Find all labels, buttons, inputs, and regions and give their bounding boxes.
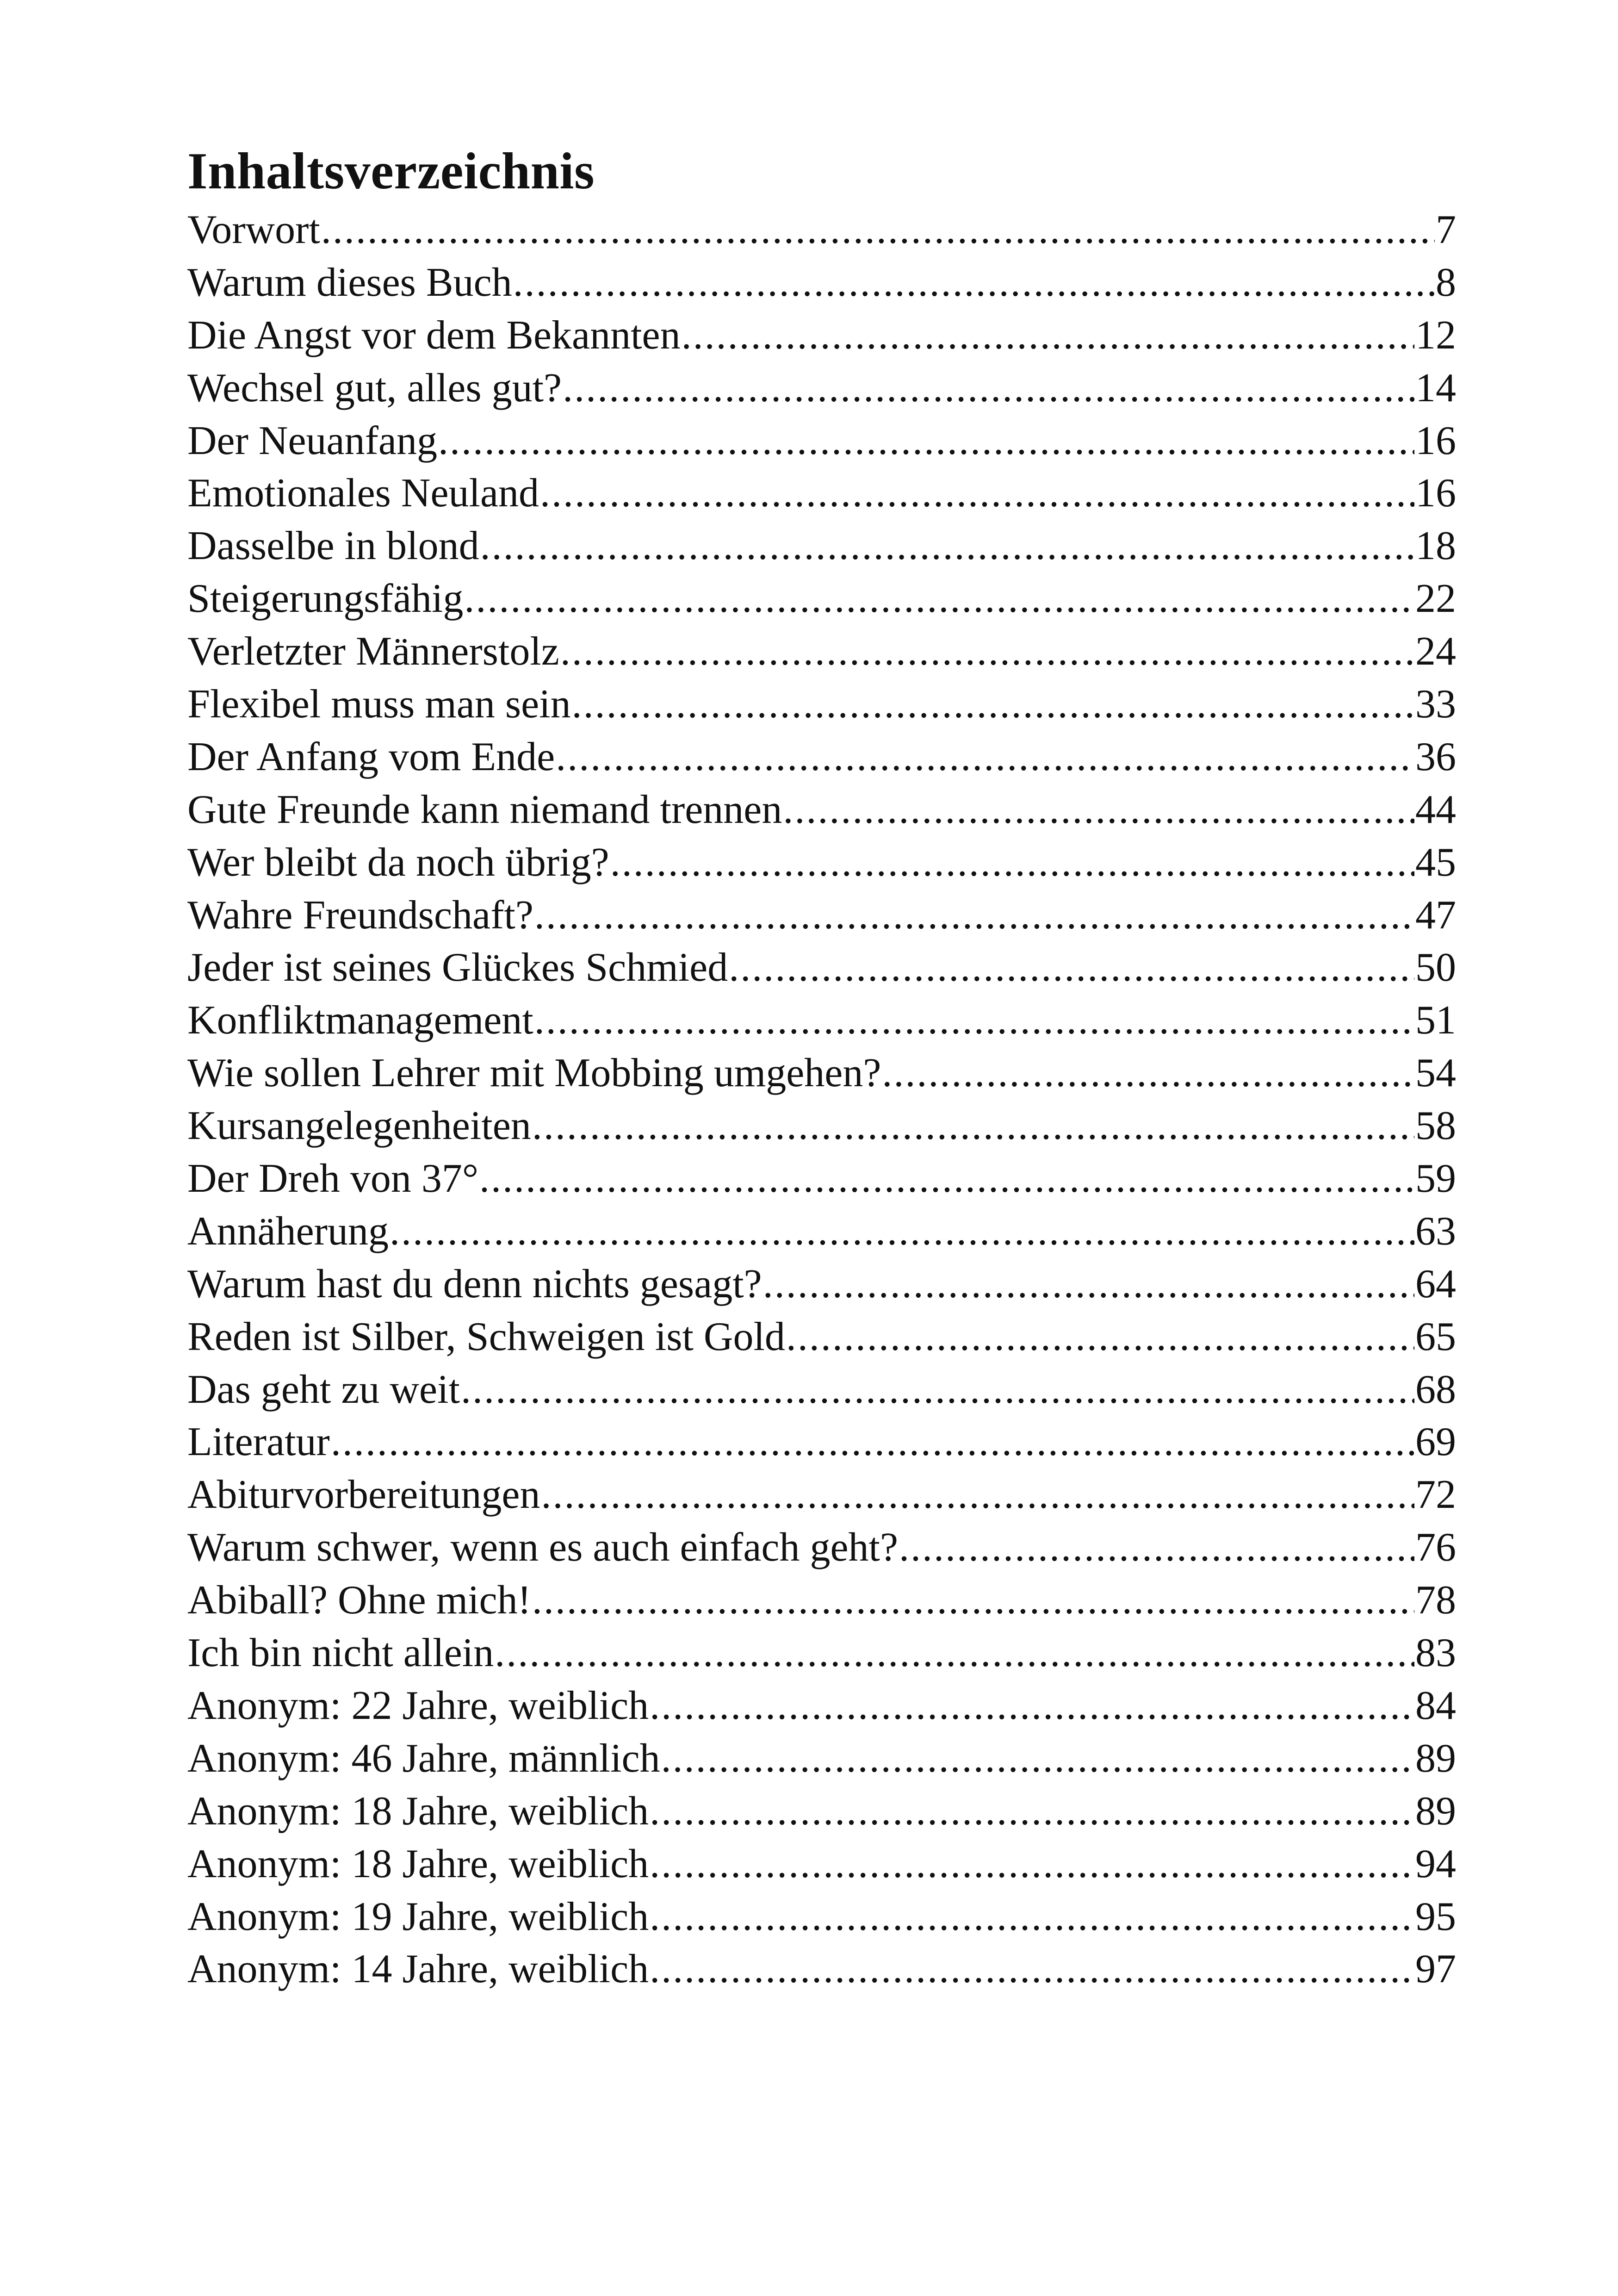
toc-entry[interactable] [187, 204, 1456, 256]
toc-entry[interactable] [187, 1311, 1456, 1363]
toc-entry[interactable] [187, 889, 1456, 942]
toc-entry[interactable] [187, 1680, 1456, 1732]
toc-entry-page-number: 94 [1415, 1841, 1456, 1886]
toc-dot-leader [650, 1680, 1414, 1732]
toc-dot-leader [331, 1416, 1414, 1468]
toc-entry[interactable] [187, 1521, 1456, 1574]
toc-entry-title: Anonym: 19 Jahre, weiblich [187, 1894, 649, 1939]
toc-entry-title: Abiball? Ohne mich! [187, 1578, 531, 1623]
toc-dot-leader [560, 625, 1414, 678]
toc-entry-title: Anonym: 22 Jahre, weiblich [187, 1683, 649, 1728]
toc-entry[interactable] [187, 1258, 1456, 1311]
toc-entry-page-number: 45 [1415, 840, 1456, 885]
toc-entry-page-number: 54 [1415, 1051, 1456, 1096]
toc-entry-title: Ich bin nicht allein [187, 1630, 494, 1676]
toc-dot-leader [513, 256, 1435, 309]
toc-entry-page-number: 12 [1415, 312, 1456, 358]
toc-entry-title: Gute Freunde kann niemand trennen [187, 787, 782, 832]
toc-entry-page-number: 7 [1436, 207, 1456, 252]
toc-entry[interactable] [187, 784, 1456, 836]
toc-entry-page-number: 89 [1415, 1736, 1456, 1781]
toc-entry-title: Dasselbe in blond [187, 523, 479, 569]
toc-entry[interactable] [187, 836, 1456, 889]
toc-entry[interactable] [187, 467, 1456, 520]
toc-entry[interactable] [187, 1732, 1456, 1785]
toc-entry-title: Wer bleibt da noch übrig? [187, 840, 609, 885]
toc-entry-page-number: 95 [1415, 1894, 1456, 1939]
toc-entry-page-number: 47 [1415, 892, 1456, 938]
toc-entry[interactable] [187, 1152, 1456, 1205]
toc-entry[interactable] [187, 1416, 1456, 1468]
toc-entry-page-number: 63 [1415, 1208, 1456, 1254]
toc-entry[interactable] [187, 1574, 1456, 1627]
toc-entry-page-number: 36 [1415, 734, 1456, 779]
toc-entry-page-number: 16 [1415, 471, 1456, 516]
toc-entry[interactable] [187, 362, 1456, 415]
toc-entry-title: Emotionales Neuland [187, 471, 539, 516]
toc-dot-leader [438, 415, 1414, 467]
toc-entry-title: Die Angst vor dem Bekannten [187, 312, 681, 358]
toc-entry-title: Anonym: 18 Jahre, weiblich [187, 1841, 649, 1886]
toc-entry[interactable] [187, 520, 1456, 572]
toc-dot-leader [534, 889, 1414, 942]
toc-dot-leader [532, 1574, 1414, 1627]
toc-entry[interactable] [187, 1363, 1456, 1416]
toc-entry-page-number: 14 [1415, 365, 1456, 411]
toc-dot-leader [321, 204, 1435, 256]
toc-entry[interactable] [187, 1838, 1456, 1891]
toc-entry-title: Warum hast du denn nichts gesagt? [187, 1261, 762, 1307]
toc-entry-page-number: 16 [1415, 418, 1456, 463]
toc-entry-page-number: 69 [1415, 1419, 1456, 1465]
toc-entry-page-number: 68 [1415, 1367, 1456, 1412]
toc-entry[interactable] [187, 1943, 1456, 1996]
toc-entry-list [187, 204, 1456, 1996]
toc-entry-page-number: 24 [1415, 629, 1456, 674]
toc-entry-page-number: 64 [1415, 1261, 1456, 1307]
toc-entry-page-number: 78 [1415, 1578, 1456, 1623]
toc-dot-leader [650, 1838, 1414, 1891]
toc-entry-title: Das geht zu weit [187, 1367, 460, 1412]
toc-entry-page-number: 18 [1415, 523, 1456, 569]
toc-entry-page-number: 8 [1436, 260, 1456, 305]
toc-entry-title: Annäherung [187, 1208, 389, 1254]
toc-dot-leader [534, 994, 1414, 1047]
toc-dot-leader [899, 1521, 1414, 1574]
toc-entry-page-number: 84 [1415, 1683, 1456, 1728]
toc-entry-page-number: 22 [1415, 576, 1456, 622]
toc-entry-title: Jeder ist seines Glückes Schmied [187, 945, 728, 990]
toc-entry-title: Reden ist Silber, Schweigen ist Gold [187, 1314, 785, 1359]
toc-heading: Inhaltsverzeichnis [187, 143, 595, 200]
toc-entry-title: Warum dieses Buch [187, 260, 512, 305]
toc-entry-title: Verletzter Männerstolz [187, 629, 559, 674]
toc-entry-page-number: 76 [1415, 1525, 1456, 1570]
toc-entry-title: Kursangelegenheiten [187, 1103, 531, 1149]
toc-entry[interactable] [187, 994, 1456, 1047]
toc-entry-page-number: 65 [1415, 1314, 1456, 1359]
toc-entry-page-number: 44 [1415, 787, 1456, 832]
toc-entry-title: Wie sollen Lehrer mit Mobbing umgehen? [187, 1051, 881, 1096]
toc-entry-title: Wechsel gut, alles gut? [187, 365, 562, 411]
toc-dot-leader [763, 1258, 1414, 1311]
toc-entry-title: Steigerungsfähig [187, 576, 464, 622]
toc-dot-leader [650, 1891, 1414, 1943]
toc-dot-leader [682, 309, 1414, 362]
toc-entry[interactable] [187, 1047, 1456, 1100]
toc-entry[interactable] [187, 572, 1456, 625]
toc-entry-title: Anonym: 14 Jahre, weiblich [187, 1947, 649, 1992]
toc-entry-title: Der Dreh von 37° [187, 1156, 479, 1201]
toc-dot-leader [479, 1152, 1414, 1205]
table-of-contents [187, 139, 1456, 1996]
toc-entry[interactable] [187, 731, 1456, 784]
toc-dot-leader [532, 1100, 1414, 1152]
toc-entry-title: Abiturvorbereitungen [187, 1472, 540, 1518]
toc-entry-title: Der Anfang vom Ende [187, 734, 555, 779]
toc-entry-page-number: 97 [1415, 1947, 1456, 1992]
toc-dot-leader [729, 941, 1414, 994]
toc-dot-leader [495, 1627, 1414, 1680]
toc-entry-title: Konfliktmanagement [187, 998, 533, 1043]
toc-entry-page-number: 58 [1415, 1103, 1456, 1149]
toc-entry-page-number: 50 [1415, 945, 1456, 990]
toc-dot-leader [882, 1047, 1414, 1100]
toc-entry-page-number: 83 [1415, 1630, 1456, 1676]
toc-entry-title: Warum schwer, wenn es auch einfach geht? [187, 1525, 899, 1570]
toc-entry[interactable] [187, 1891, 1456, 1943]
toc-dot-leader [556, 731, 1414, 784]
toc-entry-page-number: 89 [1415, 1788, 1456, 1834]
toc-dot-leader [650, 1943, 1414, 1996]
toc-dot-leader [610, 836, 1414, 889]
toc-entry-title: Anonym: 18 Jahre, weiblich [187, 1788, 649, 1834]
toc-entry[interactable] [187, 1627, 1456, 1680]
toc-entry-title: Wahre Freundschaft? [187, 892, 533, 938]
toc-dot-leader [650, 1785, 1414, 1838]
toc-dot-leader [540, 467, 1414, 520]
toc-entry[interactable] [187, 1468, 1456, 1521]
toc-entry-title: Der Neuanfang [187, 418, 437, 463]
toc-entry[interactable] [187, 941, 1456, 994]
toc-dot-leader [390, 1205, 1414, 1258]
toc-entry[interactable] [187, 1100, 1456, 1152]
toc-entry[interactable] [187, 256, 1456, 309]
toc-entry[interactable] [187, 678, 1456, 731]
toc-dot-leader [541, 1468, 1414, 1521]
toc-dot-leader [572, 678, 1414, 731]
toc-entry[interactable] [187, 625, 1456, 678]
toc-entry[interactable] [187, 1785, 1456, 1838]
toc-entry-page-number: 33 [1415, 682, 1456, 727]
toc-entry[interactable] [187, 309, 1456, 362]
toc-dot-leader [563, 362, 1414, 415]
toc-dot-leader [480, 520, 1414, 572]
toc-dot-leader [783, 784, 1414, 836]
toc-entry-title: Literatur [187, 1419, 330, 1465]
toc-entry-title: Anonym: 46 Jahre, männlich [187, 1736, 660, 1781]
toc-entry-page-number: 59 [1415, 1156, 1456, 1201]
toc-entry-page-number: 72 [1415, 1472, 1456, 1518]
toc-dot-leader [661, 1732, 1414, 1785]
toc-dot-leader [786, 1311, 1414, 1363]
toc-entry-page-number: 51 [1415, 998, 1456, 1043]
toc-entry[interactable] [187, 415, 1456, 467]
toc-entry-title: Vorwort [187, 207, 320, 252]
toc-dot-leader [461, 1363, 1414, 1416]
toc-dot-leader [464, 572, 1414, 625]
toc-entry-title: Flexibel muss man sein [187, 682, 571, 727]
toc-entry[interactable] [187, 1205, 1456, 1258]
